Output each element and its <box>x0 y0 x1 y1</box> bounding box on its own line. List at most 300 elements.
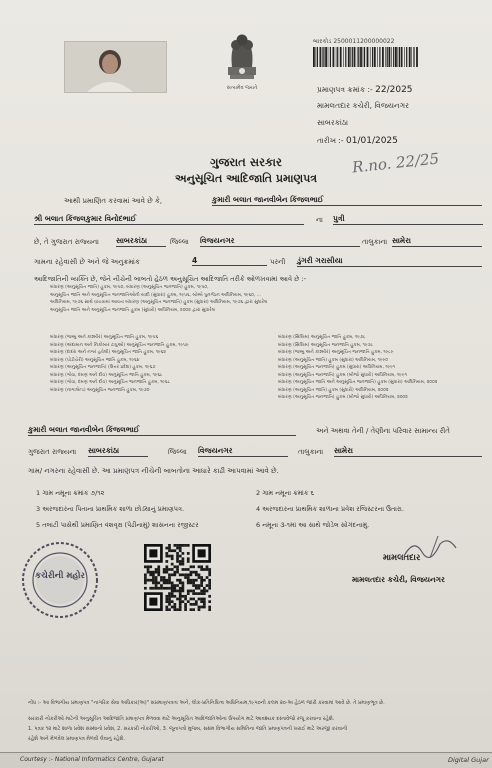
residence-taluka: વિજયનગર <box>198 446 288 457</box>
qr-module <box>203 590 206 593</box>
qr-module <box>163 579 166 582</box>
qr-module <box>198 584 201 587</box>
qr-module <box>168 549 171 552</box>
qr-module <box>182 573 185 576</box>
qr-module <box>165 565 168 568</box>
qr-module <box>144 576 147 579</box>
qr-module <box>184 568 187 571</box>
qr-module <box>182 557 185 560</box>
qr-module <box>157 565 160 568</box>
village-value: સામેરા <box>392 236 482 247</box>
qr-module <box>179 555 182 558</box>
residence-family-text: અને અથવા તેની / તેણીના પરિવાર સામાન્ય રીતે <box>316 427 450 435</box>
issuing-office: મામલતદાર કચેરી, વિજયનગર <box>317 101 409 110</box>
qr-module <box>157 582 160 585</box>
qr-module <box>176 584 179 587</box>
qr-module <box>168 592 171 595</box>
qr-module <box>173 603 176 606</box>
barcode-bar <box>416 47 418 67</box>
qr-module <box>168 608 171 611</box>
qr-module <box>179 549 182 552</box>
qr-module <box>200 584 203 587</box>
qr-module <box>195 573 198 576</box>
caste-label: પરની <box>270 258 286 266</box>
qr-module <box>171 557 174 560</box>
qr-module <box>173 606 176 609</box>
barcode-bar <box>385 47 386 67</box>
qr-module <box>182 587 185 590</box>
qr-module <box>179 603 182 606</box>
qr-module <box>203 579 206 582</box>
qr-module <box>182 563 185 566</box>
qr-module <box>192 598 195 601</box>
order-line: બંધારણ (અનુસૂચિત જનજાતિ) હુકમ (બીજો સુધારો) અધિનિયમ, ૧૯૯૧ <box>278 372 407 378</box>
qr-module <box>155 576 158 579</box>
document-item: 3 અરજદારના પિતાના પ્રાથમિક શાળા છોડ્યાનું પ્રમાણપત્ર. <box>36 505 185 513</box>
qr-module <box>157 573 160 576</box>
qr-module <box>168 582 171 585</box>
footer-bar <box>0 752 492 768</box>
qr-module <box>208 584 211 587</box>
qr-module <box>165 552 168 555</box>
barcode-bar <box>354 47 356 67</box>
barcode-bar <box>409 47 411 67</box>
orders-right-list <box>278 334 483 402</box>
order-line: બંધારણ (અનુસૂચિત જાતિ) હુકમ (સુધારો) અધિનિયમ, ૨૦૦૨ <box>278 387 389 393</box>
emblem-caption: સત્યમેવ જયતે <box>226 85 258 91</box>
qr-module <box>184 595 187 598</box>
footnote-line: 1. પત્રક ૧૨ માટે શાળા પ્રવેશ સંસ્થાનો પ્રવેશ, 2. સરકારી નોકરીઓ, 3. જૂનાપત્રો મુજબ, સક્ષમ વિભાગીય સમિતિના જાતિ પ્રમાણપત્રની ખરાઈ માટે અરજી કરવાની <box>28 726 348 732</box>
order-line: બંધારણ (સિક્કિમ) અનુસૂચિત જાતિ હુકમ, ૧૯૭૮ <box>278 335 366 340</box>
qr-module <box>208 571 211 574</box>
barcode-bar <box>363 47 364 67</box>
seal-text: કચેરીની મહોર <box>35 571 85 581</box>
qr-module <box>208 587 211 590</box>
qr-module <box>182 552 185 555</box>
qr-module <box>168 547 171 550</box>
qr-module <box>200 576 203 579</box>
qr-module <box>184 606 187 609</box>
qr-module <box>192 565 195 568</box>
qr-module <box>179 592 182 595</box>
order-line: બંધારણ (નાગાલેન્ડ) અનુસૂચિત જનજાતિ હુકમ, ૧૯૭૦ <box>50 387 150 393</box>
intro-text: આથી પ્રમાણિત કરવામાં આવે છે કે, <box>64 197 163 205</box>
tribe-intro: આદિજાતિની વ્યક્તિ છે, જેને નીચેની બાબતો હેઠળ અનુસૂચિત આદિજાતિ તરીકે ઓળખવામાં આવે છે :- <box>34 275 307 283</box>
barcode-number: બારકોડ 2500011200000022 <box>313 38 395 45</box>
qr-module <box>176 544 179 547</box>
qr-module <box>155 582 158 585</box>
relation-value: પુત્રી <box>333 214 483 225</box>
qr-module <box>144 573 147 576</box>
qr-module <box>198 592 201 595</box>
qr-module <box>157 568 160 571</box>
residence-name: કુમારી બલાત જાનવીબેન કિંજલભાઈ <box>28 425 296 436</box>
qr-module <box>176 571 179 574</box>
state-text: છે, તે ગુજરાત રાજ્યના <box>34 238 99 246</box>
document-item: 5 તલાટી પાસેથી પ્રમાણિત વંશવૃક્ષ (પેઢીનામું) શાસનના રજીસ્ટર <box>36 521 199 529</box>
qr-module <box>149 573 152 576</box>
national-emblem-icon <box>222 27 262 85</box>
barcode-bar <box>313 47 315 67</box>
qr-code <box>144 544 211 611</box>
qr-module <box>179 547 182 550</box>
certificate-number: પ્રમાણપત્ર ક્રમાંક :- 22/2025 <box>317 85 413 95</box>
footnote-line: સરકારી નોકરીઓ માટેની અનુસૂચિત આદિજાતિ પ્રમાણપત્ર મેળવવા માટે અનુસૂચિત આદિજાતિઓના ઉપયોગ માટે આવશ્યક દસ્તાવેજો રજૂ કરવાના રહેશે. <box>28 716 335 722</box>
barcode-bar <box>377 47 378 67</box>
qr-module <box>192 608 195 611</box>
qr-module <box>206 568 209 571</box>
qr-module <box>179 606 182 609</box>
order-line: બંધારણ (અનુસૂચિત જનજાતિ) હુકમ (સુધારા) અધિનિયમ, ૧૯૯૧ <box>278 365 396 370</box>
order-line: બંધારણ (દાદરા અને નગર હવેલી) અનુસૂચિત જાતિ હુકમ, ૧૯૬૨ <box>50 350 166 355</box>
qr-module <box>198 576 201 579</box>
qr-module <box>208 568 211 571</box>
qr-module <box>208 582 211 585</box>
qr-module <box>179 595 182 598</box>
order-line: બંધારણ (ગોવા, દમણ અને દીવ) અનુસૂચિત જાતિ હુકમ, ૧૯૬૮ <box>50 372 163 378</box>
barcode-bar <box>372 47 373 67</box>
qr-module <box>200 598 203 601</box>
qr-module <box>192 592 195 595</box>
qr-module <box>176 557 179 560</box>
qr-module <box>187 557 190 560</box>
applicant-name: કુમારી બલાત જાનવીબેન કિંજલભાઈ <box>212 195 482 206</box>
qr-module <box>208 608 211 611</box>
qr-module <box>190 603 193 606</box>
applicant-photo <box>64 41 167 93</box>
qr-module <box>168 600 171 603</box>
qr-module <box>157 587 160 590</box>
qr-module <box>173 590 176 593</box>
qr-module <box>198 573 201 576</box>
barcode-bar <box>358 47 359 67</box>
government-title: ગુજરાત સરકાર <box>210 155 282 169</box>
qr-module <box>171 582 174 585</box>
qr-module <box>147 579 150 582</box>
qr-module <box>176 552 179 555</box>
barcode-bar <box>393 47 394 67</box>
qr-module <box>192 603 195 606</box>
qr-module <box>192 590 195 593</box>
qr-module <box>198 587 201 590</box>
qr-module <box>182 600 185 603</box>
orders-full-list <box>50 284 480 314</box>
qr-module <box>165 606 168 609</box>
qr-module <box>176 590 179 593</box>
qr-module <box>171 584 174 587</box>
qr-module <box>195 600 198 603</box>
qr-module <box>163 587 166 590</box>
document-item: 4 અરજદારના પ્રાથમિક શાળાના પ્રવેશ રજિસ્ટરના ઉતારા. <box>256 505 404 513</box>
qr-module <box>165 568 168 571</box>
qr-module <box>144 587 147 590</box>
qr-module <box>152 579 155 582</box>
order-line: બંધારણ (અનુસૂચિત જાતિ અને અનુસૂચિત જનજાતિ) હુકમ (સુધારા) અધિનિયમ, ૨૦૦૨ <box>278 380 438 385</box>
office-seal <box>20 540 100 620</box>
qr-module <box>149 587 152 590</box>
qr-module <box>173 549 176 552</box>
issue-date: તારીખ :- 01/01/2025 <box>317 136 398 146</box>
barcode-bar <box>330 47 331 67</box>
qr-module <box>198 608 201 611</box>
barcode-bar <box>345 47 346 67</box>
qr-module <box>171 606 174 609</box>
barcode-bar <box>401 47 403 67</box>
barcode-bar <box>406 47 407 67</box>
qr-module <box>179 563 182 566</box>
qr-module <box>173 573 176 576</box>
qr-module <box>152 576 155 579</box>
qr-module <box>203 600 206 603</box>
qr-module <box>168 576 171 579</box>
qr-module <box>168 579 171 582</box>
qr-module <box>187 600 190 603</box>
qr-module <box>173 608 176 611</box>
qr-module <box>179 560 182 563</box>
qr-module <box>160 576 163 579</box>
qr-module <box>192 579 195 582</box>
qr-module <box>165 555 168 558</box>
qr-module <box>192 584 195 587</box>
barcode-bar <box>411 47 412 67</box>
district-label: જિલ્લા <box>170 238 189 246</box>
barcode-bar <box>367 47 369 67</box>
qr-module <box>190 598 193 601</box>
barcode-bar <box>322 47 323 67</box>
qr-module <box>173 595 176 598</box>
qr-module <box>155 584 158 587</box>
qr-module <box>187 579 190 582</box>
order-line: બંધારણ (અનુસૂચિત જાતિ) હુકમ, ૧૯૫૦, બંધારણ (અનુસૂચિત જનજાતિ) હુકમ, ૧૯૫૦, <box>50 285 209 290</box>
qr-module <box>176 547 179 550</box>
barcode-bar <box>348 47 350 67</box>
qr-module <box>187 568 190 571</box>
qr-module <box>190 579 193 582</box>
qr-module <box>176 560 179 563</box>
residence-basis: ગામ/ નગરના રહેવાસી છે. આ પ્રમાણપત્ર નીચેની બાબતોના આધારે કાઢી આપવામાં આવે છે. <box>28 467 279 475</box>
qr-module <box>165 595 168 598</box>
residence-taluka-label: તાલુકાના <box>298 448 324 456</box>
qr-module <box>176 555 179 558</box>
qr-module <box>155 568 158 571</box>
barcode-bar <box>360 47 362 67</box>
issuing-district: સાબરકાંઠા <box>317 118 349 127</box>
qr-module <box>203 598 206 601</box>
qr-module <box>165 608 168 611</box>
qr-module <box>171 600 174 603</box>
qr-module <box>206 584 209 587</box>
qr-module <box>208 579 211 582</box>
qr-module <box>165 560 168 563</box>
order-line: બંધારણ (સિક્કિમ) અનુસૂચિત જનજાતિ હુકમ, ૧૯૭૮ <box>278 342 374 348</box>
barcode-bar <box>316 47 317 67</box>
qr-module <box>195 571 198 574</box>
qr-module <box>198 565 201 568</box>
qr-module <box>200 579 203 582</box>
courtesy-text: Courtesy :- National Informatics Centre, Gujarat <box>20 756 164 763</box>
qr-module <box>190 582 193 585</box>
barcode-bar <box>357 47 358 67</box>
qr-module <box>171 590 174 593</box>
order-line: અનુસૂચિત જાતિ અને અનુસૂચિત જનજાતિ હુકમ (સુધારો) અધિનિયમ, ૨૦૦૨ દ્વારા સુધારેલ <box>50 307 215 313</box>
qr-module <box>195 587 198 590</box>
qr-module <box>160 587 163 590</box>
qr-module <box>171 592 174 595</box>
qr-module <box>203 592 206 595</box>
qr-module <box>190 573 193 576</box>
qr-module <box>198 606 201 609</box>
qr-module <box>173 571 176 574</box>
qr-module <box>165 600 168 603</box>
qr-module <box>182 590 185 593</box>
qr-module <box>187 592 190 595</box>
qr-module <box>147 568 150 571</box>
qr-module <box>187 582 190 585</box>
qr-module <box>163 571 166 574</box>
qr-module <box>163 568 166 571</box>
taluka-value: વિજયનગર <box>200 236 360 247</box>
qr-module <box>179 608 182 611</box>
qr-module <box>176 608 179 611</box>
order-line: બંધારણ (ગોવા, દમણ અને દીવ) અનુસૂચિત જનજાતિ હુકમ, ૧૯૬૮ <box>50 380 171 385</box>
barcode-bar <box>370 47 371 67</box>
qr-module <box>165 579 168 582</box>
order-line: અધિનિયમ, ૧૯૭૬ સાથે વાંચવામાં આવતા બંધારણ (અનુસૂચિત જનજાતિ) હુકમ (સુધારા) અધિનિયમ, ૧૯૭૬ દ્વારા સુધારેલ <box>50 300 268 305</box>
qr-module <box>200 565 203 568</box>
qr-module <box>184 598 187 601</box>
qr-finder <box>149 598 157 606</box>
qr-module <box>163 582 166 585</box>
qr-module <box>184 608 187 611</box>
qr-module <box>195 579 198 582</box>
qr-module <box>147 571 150 574</box>
order-line: બંધારણ (જમ્મુ અને કાશ્મીર) અનુસૂચિત જનજાતિ હુકમ, ૧૯૮૯ <box>278 350 394 355</box>
relation-label: ના <box>316 216 323 224</box>
qr-module <box>168 568 171 571</box>
qr-module <box>203 568 206 571</box>
residence-district: સાબરકાંઠા <box>88 446 148 457</box>
qr-finder <box>149 549 157 557</box>
qr-module <box>184 573 187 576</box>
qr-module <box>171 587 174 590</box>
order-line: અનુસૂચિત જાતિ અને અનુસૂચિત જનજાતિઓની યાદી (સુધારા) હુકમ, ૧૯૫૬, બોમ્બે પુનર્ગઠન અધિનિયમ, ૧૯૬૦, ... <box>50 292 261 298</box>
qr-module <box>144 565 147 568</box>
order-line: બંધારણ (જમ્મુ અને કાશ્મીર) અનુસૂચિત જાતિ હુકમ, ૧૯૫૬ <box>50 335 159 340</box>
qr-module <box>208 573 211 576</box>
qr-module <box>163 576 166 579</box>
qr-module <box>171 568 174 571</box>
qr-module <box>152 573 155 576</box>
qr-module <box>168 595 171 598</box>
qr-module <box>198 598 201 601</box>
qr-module <box>171 555 174 558</box>
qr-module <box>168 544 171 547</box>
qr-module <box>152 571 155 574</box>
qr-module <box>179 587 182 590</box>
barcode-bar <box>325 47 327 67</box>
qr-module <box>149 579 152 582</box>
qr-module <box>208 606 211 609</box>
qr-module <box>208 595 211 598</box>
barcode-bar <box>340 47 342 67</box>
qr-module <box>176 568 179 571</box>
qr-module <box>179 600 182 603</box>
qr-module <box>206 565 209 568</box>
barcode-bar <box>413 47 414 67</box>
qr-module <box>157 571 160 574</box>
taluka-label: તાલુકાના <box>362 238 388 246</box>
qr-module <box>200 568 203 571</box>
qr-module <box>190 565 193 568</box>
qr-module <box>208 600 211 603</box>
qr-module <box>184 544 187 547</box>
barcode-bar <box>374 47 376 67</box>
qr-module <box>192 582 195 585</box>
qr-module <box>171 549 174 552</box>
qr-finder <box>198 549 206 557</box>
barcode-image <box>313 47 421 67</box>
qr-module <box>187 573 190 576</box>
qr-module <box>176 579 179 582</box>
barcode-bar <box>398 47 399 67</box>
qr-module <box>182 544 185 547</box>
barcode-bar <box>350 47 351 67</box>
qr-module <box>168 587 171 590</box>
qr-module <box>179 598 182 601</box>
qr-module <box>184 576 187 579</box>
qr-module <box>187 576 190 579</box>
signatory-office: મામલતદાર કચેરી, વિજયનગર <box>352 575 445 584</box>
barcode-bar <box>336 47 337 67</box>
watermark-text: Digital Gujar <box>448 756 489 764</box>
qr-module <box>155 579 158 582</box>
village-prefix: ગામના રહેવાસી છે અને જે અનુક્રમાંક <box>34 258 140 266</box>
qr-module <box>144 579 147 582</box>
qr-module <box>200 600 203 603</box>
qr-module <box>165 587 168 590</box>
document-item: 6 નમૂના ૩-૧માં આ સાથે જોડેલ સોગંદનામું. <box>256 521 370 529</box>
barcode-bar <box>404 47 405 67</box>
father-name: શ્રી બલાત કિંજલકુમાર વિનોદભાઈ <box>34 214 304 225</box>
barcode-bar <box>379 47 380 67</box>
qr-module <box>165 598 168 601</box>
orders-left-list <box>50 334 260 394</box>
footnotes <box>28 696 488 744</box>
qr-module <box>184 603 187 606</box>
qr-module <box>192 571 195 574</box>
footnote-line: નોંધ :- આ વિભાગીય પ્રમાણપત્ર "નાગરિક સેવા અધિકાર(અ)" સપ્રમાણપત્રતા અને, લોક-પ્રતિનિધિત્વ અધિનિયમ,૧૯૫૦ની કલમ ૨૦-અ હેઠળ જારી કરવામાં આવે છે. તે પ્રમાણભૂત છે. <box>28 700 385 706</box>
qr-module <box>168 598 171 601</box>
qr-module <box>182 584 185 587</box>
qr-module <box>182 560 185 563</box>
qr-module <box>179 544 182 547</box>
qr-module <box>203 603 206 606</box>
document-item: 2 ગામ નમૂના ક્રમાંક ૬ <box>256 489 315 497</box>
qr-module <box>149 571 152 574</box>
order-line: બંધારણ (અનુસૂચિત જનજાતિ) (ઉત્તર પ્રદેશ) હુકમ, ૧૯૬૭ <box>50 365 156 370</box>
qr-module <box>187 560 190 563</box>
qr-module <box>171 573 174 576</box>
qr-module <box>190 571 193 574</box>
qr-module <box>173 565 176 568</box>
qr-module <box>147 565 150 568</box>
qr-module <box>165 571 168 574</box>
barcode-bar <box>343 47 344 67</box>
barcode-bar <box>391 47 392 67</box>
residence-state-text: ગુજરાત રાજ્યના <box>28 448 77 456</box>
qr-module <box>203 606 206 609</box>
qr-module <box>182 582 185 585</box>
